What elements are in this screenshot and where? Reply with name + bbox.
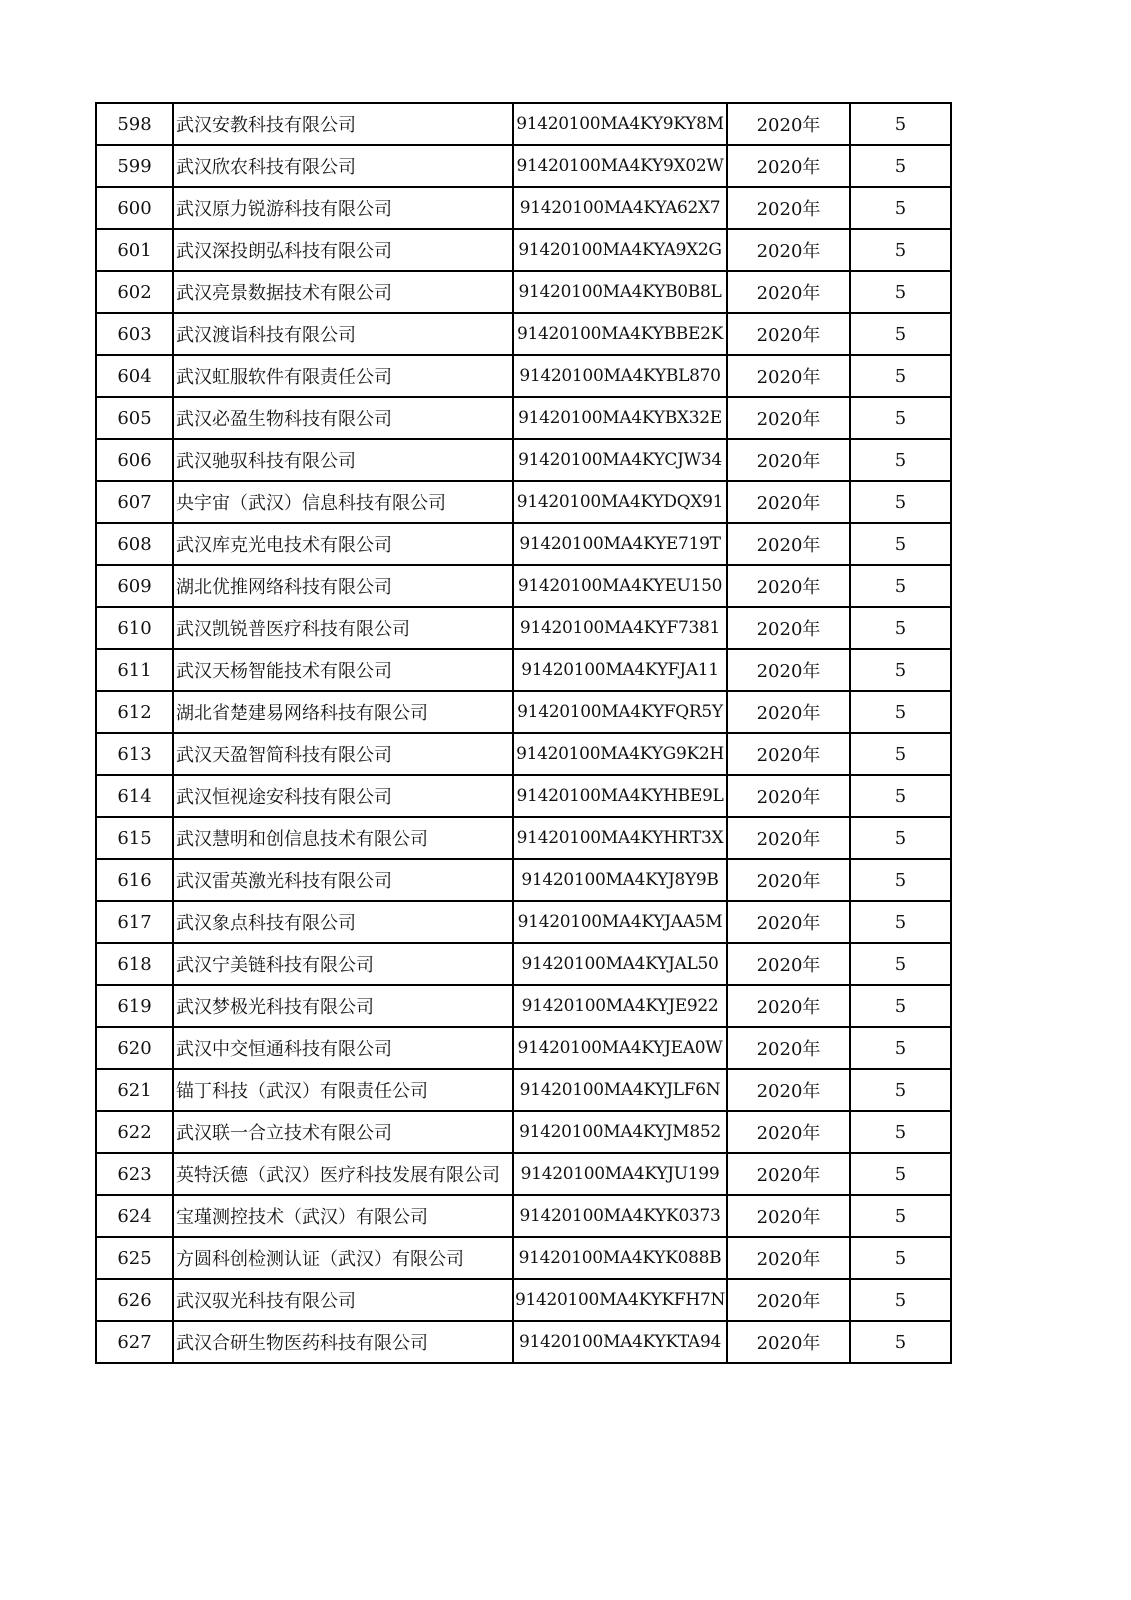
credit-code: 91420100MA4KYJU199 <box>513 1153 727 1195</box>
year-cell: 2020年 <box>727 607 850 649</box>
count-cell: 5 <box>850 481 951 523</box>
row-number: 608 <box>96 523 173 565</box>
row-number: 626 <box>96 1279 173 1321</box>
row-number: 601 <box>96 229 173 271</box>
count-cell: 5 <box>850 1195 951 1237</box>
row-number: 622 <box>96 1111 173 1153</box>
credit-code: 91420100MA4KY9X02W <box>513 145 727 187</box>
company-name: 武汉恒视途安科技有限公司 <box>173 775 513 817</box>
year-cell: 2020年 <box>727 439 850 481</box>
credit-code: 91420100MA4KYBBE2K <box>513 313 727 355</box>
count-cell: 5 <box>850 271 951 313</box>
count-cell: 5 <box>850 523 951 565</box>
table-row <box>96 1153 951 1195</box>
row-number: 602 <box>96 271 173 313</box>
row-number: 599 <box>96 145 173 187</box>
credit-code: 91420100MA4KYFQR5Y <box>513 691 727 733</box>
company-name: 武汉宁美链科技有限公司 <box>173 943 513 985</box>
company-name: 湖北优推网络科技有限公司 <box>173 565 513 607</box>
company-name: 武汉梦极光科技有限公司 <box>173 985 513 1027</box>
count-cell: 5 <box>850 943 951 985</box>
count-cell: 5 <box>850 607 951 649</box>
table-row <box>96 481 951 523</box>
table-row <box>96 1069 951 1111</box>
count-cell: 5 <box>850 565 951 607</box>
count-cell: 5 <box>850 355 951 397</box>
table-row <box>96 1279 951 1321</box>
credit-code: 91420100MA4KYKTA94 <box>513 1321 727 1363</box>
count-cell: 5 <box>850 1111 951 1153</box>
table-row <box>96 733 951 775</box>
count-cell: 5 <box>850 649 951 691</box>
year-cell: 2020年 <box>727 481 850 523</box>
company-name: 武汉亮景数据技术有限公司 <box>173 271 513 313</box>
row-number: 618 <box>96 943 173 985</box>
year-cell: 2020年 <box>727 901 850 943</box>
credit-code: 91420100MA4KYHRT3X <box>513 817 727 859</box>
table-row <box>96 649 951 691</box>
table-row <box>96 1111 951 1153</box>
year-cell: 2020年 <box>727 691 850 733</box>
company-name: 宝瑾测控技术（武汉）有限公司 <box>173 1195 513 1237</box>
year-cell: 2020年 <box>727 145 850 187</box>
company-name: 武汉合研生物医药科技有限公司 <box>173 1321 513 1363</box>
row-number: 621 <box>96 1069 173 1111</box>
count-cell: 5 <box>850 1321 951 1363</box>
row-number: 600 <box>96 187 173 229</box>
table-row <box>96 565 951 607</box>
row-number: 613 <box>96 733 173 775</box>
count-cell: 5 <box>850 901 951 943</box>
credit-code: 91420100MA4KYA62X7 <box>513 187 727 229</box>
credit-code: 91420100MA4KYJM852 <box>513 1111 727 1153</box>
count-cell: 5 <box>850 1237 951 1279</box>
year-cell: 2020年 <box>727 1027 850 1069</box>
table-row <box>96 775 951 817</box>
credit-code: 91420100MA4KYBL870 <box>513 355 727 397</box>
company-name: 英特沃德（武汉）医疗科技发展有限公司 <box>173 1153 513 1195</box>
row-number: 612 <box>96 691 173 733</box>
table-row <box>96 523 951 565</box>
row-number: 605 <box>96 397 173 439</box>
credit-code: 91420100MA4KYE719T <box>513 523 727 565</box>
table-row <box>96 817 951 859</box>
credit-code: 91420100MA4KYHBE9L <box>513 775 727 817</box>
year-cell: 2020年 <box>727 775 850 817</box>
row-number: 606 <box>96 439 173 481</box>
credit-code: 91420100MA4KYFJA11 <box>513 649 727 691</box>
row-number: 610 <box>96 607 173 649</box>
year-cell: 2020年 <box>727 1237 850 1279</box>
year-cell: 2020年 <box>727 733 850 775</box>
table-row <box>96 271 951 313</box>
credit-code: 91420100MA4KYG9K2H <box>513 733 727 775</box>
company-name: 武汉慧明和创信息技术有限公司 <box>173 817 513 859</box>
count-cell: 5 <box>850 1153 951 1195</box>
table-row <box>96 313 951 355</box>
count-cell: 5 <box>850 859 951 901</box>
company-name: 武汉欣农科技有限公司 <box>173 145 513 187</box>
company-name: 央宇宙（武汉）信息科技有限公司 <box>173 481 513 523</box>
credit-code: 91420100MA4KYEU150 <box>513 565 727 607</box>
year-cell: 2020年 <box>727 355 850 397</box>
table-row <box>96 1237 951 1279</box>
count-cell: 5 <box>850 103 951 145</box>
table-row <box>96 229 951 271</box>
count-cell: 5 <box>850 187 951 229</box>
company-name: 武汉联一合立技术有限公司 <box>173 1111 513 1153</box>
count-cell: 5 <box>850 691 951 733</box>
row-number: 619 <box>96 985 173 1027</box>
table-row <box>96 691 951 733</box>
table-row <box>96 901 951 943</box>
company-name: 武汉雷英激光科技有限公司 <box>173 859 513 901</box>
credit-code: 91420100MA4KYJAL50 <box>513 943 727 985</box>
credit-code: 91420100MA4KYJAA5M <box>513 901 727 943</box>
row-number: 598 <box>96 103 173 145</box>
company-name: 武汉凯锐普医疗科技有限公司 <box>173 607 513 649</box>
company-name: 武汉中交恒通科技有限公司 <box>173 1027 513 1069</box>
count-cell: 5 <box>850 313 951 355</box>
count-cell: 5 <box>850 817 951 859</box>
year-cell: 2020年 <box>727 1069 850 1111</box>
row-number: 616 <box>96 859 173 901</box>
count-cell: 5 <box>850 985 951 1027</box>
company-name: 武汉深投朗弘科技有限公司 <box>173 229 513 271</box>
row-number: 614 <box>96 775 173 817</box>
row-number: 617 <box>96 901 173 943</box>
table-row <box>96 397 951 439</box>
row-number: 623 <box>96 1153 173 1195</box>
year-cell: 2020年 <box>727 565 850 607</box>
row-number: 607 <box>96 481 173 523</box>
table-row <box>96 1195 951 1237</box>
year-cell: 2020年 <box>727 229 850 271</box>
row-number: 627 <box>96 1321 173 1363</box>
table-row <box>96 859 951 901</box>
company-name: 武汉天杨智能技术有限公司 <box>173 649 513 691</box>
credit-code: 91420100MA4KYF7381 <box>513 607 727 649</box>
company-name: 武汉驰驭科技有限公司 <box>173 439 513 481</box>
row-number: 625 <box>96 1237 173 1279</box>
company-name: 武汉象点科技有限公司 <box>173 901 513 943</box>
year-cell: 2020年 <box>727 1321 850 1363</box>
table-row <box>96 1027 951 1069</box>
table-row <box>96 103 951 145</box>
count-cell: 5 <box>850 733 951 775</box>
credit-code: 91420100MA4KYJ8Y9B <box>513 859 727 901</box>
year-cell: 2020年 <box>727 943 850 985</box>
table-row <box>96 439 951 481</box>
year-cell: 2020年 <box>727 103 850 145</box>
company-name: 武汉原力锐游科技有限公司 <box>173 187 513 229</box>
count-cell: 5 <box>850 1069 951 1111</box>
company-name: 武汉虹服软件有限责任公司 <box>173 355 513 397</box>
credit-code: 91420100MA4KYJE922 <box>513 985 727 1027</box>
count-cell: 5 <box>850 1279 951 1321</box>
year-cell: 2020年 <box>727 187 850 229</box>
credit-code: 91420100MA4KYKFH7N <box>513 1279 727 1321</box>
count-cell: 5 <box>850 229 951 271</box>
company-name: 武汉渡诣科技有限公司 <box>173 313 513 355</box>
year-cell: 2020年 <box>727 649 850 691</box>
year-cell: 2020年 <box>727 1153 850 1195</box>
year-cell: 2020年 <box>727 1111 850 1153</box>
credit-code: 91420100MA4KYK088B <box>513 1237 727 1279</box>
credit-code: 91420100MA4KYK0373 <box>513 1195 727 1237</box>
table-body <box>96 103 951 1363</box>
year-cell: 2020年 <box>727 1195 850 1237</box>
credit-code: 91420100MA4KYCJW34 <box>513 439 727 481</box>
table-row <box>96 607 951 649</box>
year-cell: 2020年 <box>727 271 850 313</box>
year-cell: 2020年 <box>727 1279 850 1321</box>
credit-code: 91420100MA4KYDQX91 <box>513 481 727 523</box>
year-cell: 2020年 <box>727 817 850 859</box>
row-number: 611 <box>96 649 173 691</box>
company-name: 湖北省楚建易网络科技有限公司 <box>173 691 513 733</box>
company-table <box>95 102 952 1364</box>
credit-code: 91420100MA4KYBX32E <box>513 397 727 439</box>
company-name: 武汉安教科技有限公司 <box>173 103 513 145</box>
year-cell: 2020年 <box>727 397 850 439</box>
year-cell: 2020年 <box>727 985 850 1027</box>
company-name: 方圆科创检测认证（武汉）有限公司 <box>173 1237 513 1279</box>
row-number: 603 <box>96 313 173 355</box>
company-name: 武汉必盈生物科技有限公司 <box>173 397 513 439</box>
count-cell: 5 <box>850 145 951 187</box>
row-number: 604 <box>96 355 173 397</box>
count-cell: 5 <box>850 397 951 439</box>
table-row <box>96 187 951 229</box>
credit-code: 91420100MA4KYA9X2G <box>513 229 727 271</box>
credit-code: 91420100MA4KYJEA0W <box>513 1027 727 1069</box>
credit-code: 91420100MA4KYJLF6N <box>513 1069 727 1111</box>
row-number: 609 <box>96 565 173 607</box>
year-cell: 2020年 <box>727 313 850 355</box>
credit-code: 91420100MA4KYB0B8L <box>513 271 727 313</box>
company-name: 武汉库克光电技术有限公司 <box>173 523 513 565</box>
count-cell: 5 <box>850 1027 951 1069</box>
table-row <box>96 943 951 985</box>
row-number: 615 <box>96 817 173 859</box>
credit-code: 91420100MA4KY9KY8M <box>513 103 727 145</box>
row-number: 624 <box>96 1195 173 1237</box>
year-cell: 2020年 <box>727 523 850 565</box>
year-cell: 2020年 <box>727 859 850 901</box>
count-cell: 5 <box>850 439 951 481</box>
row-number: 620 <box>96 1027 173 1069</box>
count-cell: 5 <box>850 775 951 817</box>
table-row <box>96 985 951 1027</box>
company-name: 武汉天盈智简科技有限公司 <box>173 733 513 775</box>
table-row <box>96 355 951 397</box>
company-name: 锚丁科技（武汉）有限责任公司 <box>173 1069 513 1111</box>
table-row <box>96 145 951 187</box>
table-row <box>96 1321 951 1363</box>
company-name: 武汉驭光科技有限公司 <box>173 1279 513 1321</box>
